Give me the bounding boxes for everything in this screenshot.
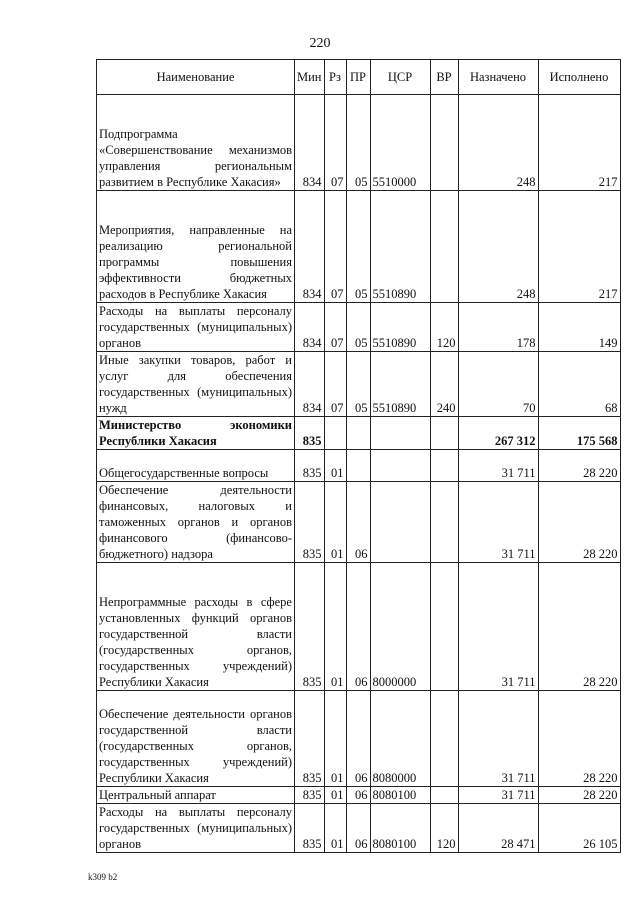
cell-pr: 05	[346, 303, 370, 352]
cell-min: 835	[295, 482, 325, 563]
cell-csr: 5510000	[370, 95, 430, 191]
cell-vr	[430, 563, 458, 691]
cell-assigned: 248	[458, 191, 538, 303]
cell-assigned: 70	[458, 352, 538, 417]
cell-name: Расходы на выплаты персоналу государственных (муниципальных) органов	[97, 303, 295, 352]
cell-min: 834	[295, 191, 325, 303]
cell-vr	[430, 417, 458, 450]
cell-rz: 01	[324, 563, 346, 691]
cell-vr: 120	[430, 303, 458, 352]
cell-csr: 8080000	[370, 691, 430, 787]
cell-min: 834	[295, 303, 325, 352]
cell-executed: 28 220	[538, 450, 620, 482]
cell-min: 835	[295, 804, 325, 853]
header-name: Наименование	[97, 60, 295, 95]
cell-csr	[370, 482, 430, 563]
table-row	[97, 95, 621, 191]
cell-name: Мероприятия, направленные на реализацию региональной программы повышения эффективности бюджетных расходов в Республике Хакасия	[97, 191, 295, 303]
cell-executed: 28 220	[538, 563, 620, 691]
cell-rz	[324, 417, 346, 450]
table-header-row	[97, 60, 621, 95]
cell-pr: 06	[346, 804, 370, 853]
cell-pr: 06	[346, 787, 370, 804]
cell-name: Общегосударственные вопросы	[97, 450, 295, 482]
cell-name: Министерство экономики Республики Хакасия	[97, 417, 295, 450]
cell-csr	[370, 450, 430, 482]
cell-rz: 01	[324, 482, 346, 563]
table-row	[97, 787, 621, 804]
table-row	[97, 450, 621, 482]
cell-assigned: 267 312	[458, 417, 538, 450]
cell-csr: 5510890	[370, 352, 430, 417]
header-csr: ЦСР	[370, 60, 430, 95]
cell-name: Иные закупки товаров, работ и услуг для обеспечения государственных (муниципальных) нужд	[97, 352, 295, 417]
cell-vr: 240	[430, 352, 458, 417]
cell-vr	[430, 787, 458, 804]
cell-name: Непрограммные расходы в сфере установленных функций органов государственной власти (государственных органов, государственных учреждений) Республики Хакасия	[97, 563, 295, 691]
cell-rz: 01	[324, 787, 346, 804]
cell-name: Центральный аппарат	[97, 787, 295, 804]
cell-assigned: 31 711	[458, 482, 538, 563]
header-vr: ВР	[430, 60, 458, 95]
footer-code: k309 b2	[88, 872, 118, 882]
page-number: 220	[309, 36, 331, 51]
cell-rz: 01	[324, 691, 346, 787]
cell-executed: 217	[538, 95, 620, 191]
cell-pr	[346, 417, 370, 450]
cell-assigned: 178	[458, 303, 538, 352]
cell-pr: 06	[346, 691, 370, 787]
table-row	[97, 691, 621, 787]
cell-executed: 149	[538, 303, 620, 352]
cell-min: 835	[295, 563, 325, 691]
header-rz: Рз	[324, 60, 346, 95]
cell-min: 835	[295, 691, 325, 787]
cell-min: 835	[295, 450, 325, 482]
cell-rz: 07	[324, 95, 346, 191]
cell-executed: 26 105	[538, 804, 620, 853]
cell-name: Обеспечение деятельности финансовых, налоговых и таможенных органов и органов финансового (финансово-бюджетного) надзора	[97, 482, 295, 563]
cell-csr	[370, 417, 430, 450]
header-executed: Исполнено	[538, 60, 620, 95]
cell-rz: 01	[324, 450, 346, 482]
cell-pr: 05	[346, 352, 370, 417]
cell-csr: 5510890	[370, 191, 430, 303]
cell-assigned: 248	[458, 95, 538, 191]
cell-assigned: 31 711	[458, 450, 538, 482]
cell-rz: 07	[324, 191, 346, 303]
cell-csr: 8000000	[370, 563, 430, 691]
cell-min: 835	[295, 787, 325, 804]
cell-executed: 28 220	[538, 787, 620, 804]
cell-csr: 8080100	[370, 787, 430, 804]
cell-csr: 5510890	[370, 303, 430, 352]
table-row	[97, 191, 621, 303]
cell-vr: 120	[430, 804, 458, 853]
table-row	[97, 303, 621, 352]
cell-min: 835	[295, 417, 325, 450]
cell-executed: 68	[538, 352, 620, 417]
cell-executed: 28 220	[538, 691, 620, 787]
table-row	[97, 352, 621, 417]
cell-vr	[430, 691, 458, 787]
cell-pr: 06	[346, 482, 370, 563]
cell-name: Подпрограмма «Совершенствование механизмов управления региональным развитием в Республике Хакасия»	[97, 95, 295, 191]
cell-vr	[430, 191, 458, 303]
header-min: Мин	[295, 60, 325, 95]
cell-name: Обеспечение деятельности органов государственной власти (государственных органов, государственных учреждений) Республики Хакасия	[97, 691, 295, 787]
cell-assigned: 28 471	[458, 804, 538, 853]
cell-min: 834	[295, 95, 325, 191]
cell-pr	[346, 450, 370, 482]
cell-pr: 06	[346, 563, 370, 691]
table-row	[97, 804, 621, 853]
cell-assigned: 31 711	[458, 691, 538, 787]
cell-assigned: 31 711	[458, 787, 538, 804]
cell-csr: 8080100	[370, 804, 430, 853]
budget-table	[96, 59, 621, 853]
table-row	[97, 417, 621, 450]
table-row	[97, 563, 621, 691]
cell-vr	[430, 95, 458, 191]
cell-assigned: 31 711	[458, 563, 538, 691]
cell-executed: 28 220	[538, 482, 620, 563]
cell-vr	[430, 450, 458, 482]
cell-rz: 07	[324, 303, 346, 352]
cell-name: Расходы на выплаты персоналу государственных (муниципальных) органов	[97, 804, 295, 853]
cell-rz: 07	[324, 352, 346, 417]
cell-executed: 175 568	[538, 417, 620, 450]
cell-pr: 05	[346, 191, 370, 303]
header-assigned: Назначено	[458, 60, 538, 95]
cell-rz: 01	[324, 804, 346, 853]
cell-min: 834	[295, 352, 325, 417]
cell-executed: 217	[538, 191, 620, 303]
cell-vr	[430, 482, 458, 563]
cell-pr: 05	[346, 95, 370, 191]
table-row	[97, 482, 621, 563]
header-pr: ПР	[346, 60, 370, 95]
